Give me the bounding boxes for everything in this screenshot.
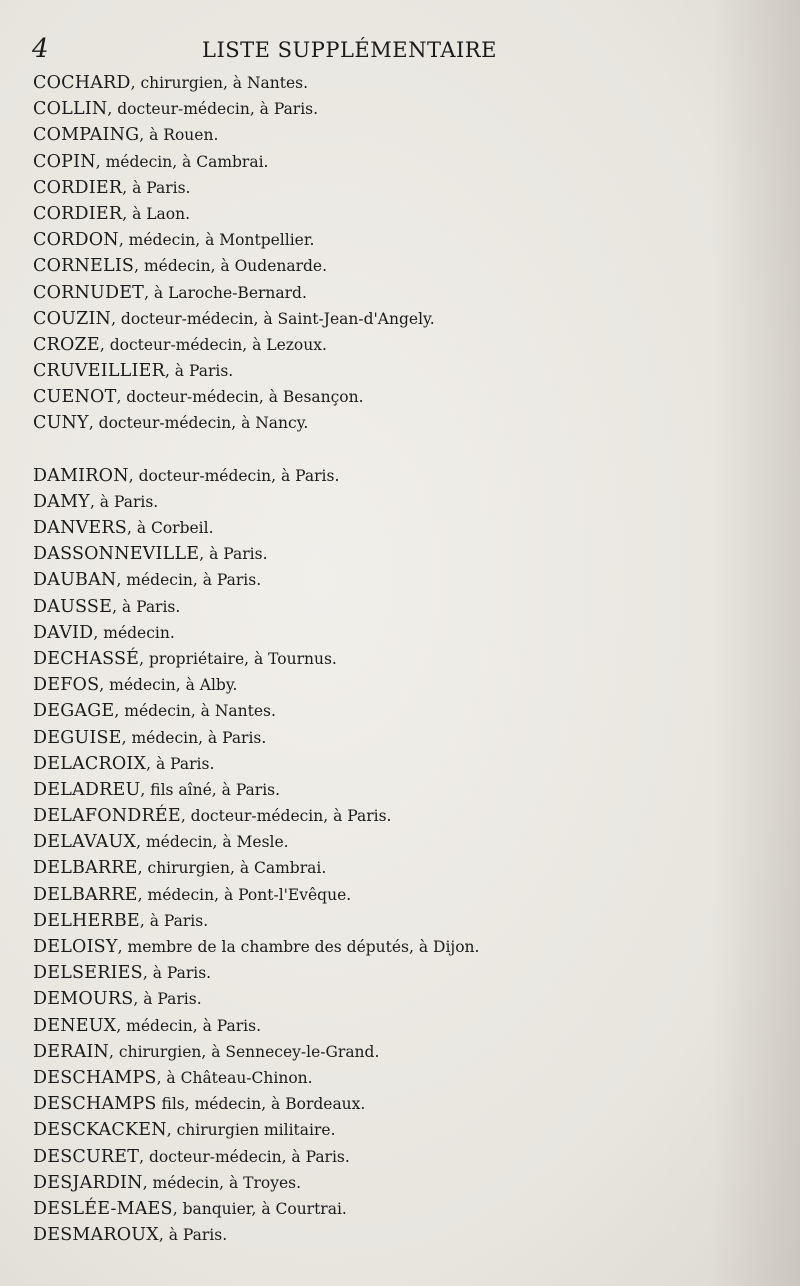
- list-entry: [33, 122, 593, 148]
- entry-name: CORDIER: [33, 203, 123, 224]
- entry-description: , docteur-médecin, à Paris.: [128, 466, 340, 485]
- entry-name: DECHASSÉ: [33, 648, 140, 669]
- list-entry: [33, 594, 593, 620]
- entry-name: DANVERS: [33, 518, 127, 538]
- entry-description: , à Paris.: [164, 362, 234, 381]
- entry-description: , médecin, à Montpellier.: [118, 231, 315, 250]
- page-number: 4: [32, 34, 49, 64]
- list-entry: [33, 934, 593, 960]
- entry-description: , chirurgien militaire.: [166, 1121, 336, 1140]
- entry-name: DESJARDIN: [33, 1172, 143, 1193]
- subscriber-list: [33, 70, 593, 1248]
- list-entry: [33, 725, 593, 751]
- list-entry: [33, 515, 593, 541]
- list-entry: [33, 986, 593, 1012]
- entry-name: CUENOT: [33, 387, 117, 408]
- list-entry: [33, 1039, 593, 1065]
- list-entry: [33, 201, 593, 227]
- entry-name: COUZIN: [33, 308, 112, 329]
- entry-name: DELAFONDRÉE: [33, 806, 181, 827]
- entry-name: DESLÉE-MAES: [33, 1198, 173, 1219]
- entry-name: CORNUDET: [33, 282, 145, 303]
- entry-description: , médecin, à Oudenarde.: [134, 257, 328, 276]
- entry-name: DESCHAMPS: [33, 1067, 157, 1088]
- entry-description: , chirurgien, à Sennecey-le-Grand.: [109, 1042, 380, 1061]
- list-entry: [33, 882, 593, 908]
- entry-name: DASSONNEVILLE: [33, 544, 200, 565]
- list-entry: [33, 698, 593, 724]
- list-entry: [33, 1091, 593, 1117]
- entry-name: DELBARRE: [33, 858, 138, 879]
- entry-description: , docteur-médecin, à Lezoux.: [99, 335, 327, 354]
- entry-name: DELAVAUX: [33, 832, 137, 853]
- list-entry: [33, 1065, 593, 1091]
- list-entry: [33, 175, 593, 201]
- entry-name: CORNELIS: [33, 256, 135, 277]
- list-entry: [33, 646, 593, 672]
- list-entry: [33, 541, 593, 567]
- entry-name: DELADREU: [33, 779, 141, 800]
- entry-name: DAMY: [33, 491, 90, 512]
- entry-name: DAVID: [33, 622, 94, 643]
- entry-name: DEGAGE: [33, 701, 115, 722]
- page-header: [30, 34, 550, 68]
- entry-name: DELSERIES: [33, 963, 143, 984]
- list-entry: [33, 1222, 593, 1248]
- entry-description: , médecin, à Paris.: [116, 571, 262, 590]
- list-entry: [33, 384, 593, 410]
- entry-name: DELACROIX: [33, 753, 147, 774]
- section-gap: [33, 437, 593, 463]
- list-entry: [33, 149, 593, 175]
- entry-name: DESCKACKEN: [33, 1120, 167, 1141]
- list-entry: [33, 803, 593, 829]
- entry-name: DEGUISE: [33, 727, 122, 748]
- list-entry: [33, 829, 593, 855]
- entry-name: DESMAROUX: [33, 1225, 159, 1246]
- entry-name: CROZE: [33, 334, 100, 355]
- entry-description: , médecin, à Nantes.: [114, 702, 276, 721]
- entry-description: , médecin, à Troyes.: [142, 1173, 302, 1192]
- entry-name: DELBARRE: [33, 884, 138, 905]
- list-entry: [33, 751, 593, 777]
- entry-name: CUNY: [33, 413, 89, 434]
- section-c: [33, 70, 593, 437]
- list-entry: [33, 855, 593, 881]
- entry-name: COLLIN: [33, 99, 108, 120]
- entry-description: , à Paris.: [142, 964, 212, 983]
- entry-description: , chirurgien, à Cambrai.: [137, 859, 327, 878]
- entry-description: , docteur-médecin, à Paris.: [180, 807, 392, 826]
- list-entry: [33, 489, 593, 515]
- entry-description: , médecin, à Mesle.: [136, 833, 289, 852]
- list-entry: [33, 672, 593, 698]
- entry-description: , membre de la chambre des députés, à Dijon.: [117, 938, 480, 956]
- entry-description: , à Laroche-Bernard.: [144, 283, 307, 302]
- section-d: [33, 463, 593, 1249]
- entry-description: , fils aîné, à Paris.: [140, 780, 281, 799]
- entry-description: , à Château-Chinon.: [156, 1068, 313, 1087]
- entry-name: DEMOURS: [33, 989, 134, 1010]
- list-entry: [33, 227, 593, 253]
- entry-description: , à Laon.: [122, 204, 191, 223]
- entry-name: DELHERBE: [33, 910, 140, 931]
- list-entry: [33, 567, 593, 593]
- list-entry: [33, 960, 593, 986]
- list-entry: [33, 777, 593, 803]
- list-entry: [33, 1013, 593, 1039]
- list-entry: [33, 96, 593, 122]
- entry-description: , à Corbeil.: [126, 519, 214, 537]
- entry-name: DERAIN: [33, 1041, 110, 1062]
- entry-description: , médecin, à Alby.: [99, 676, 238, 695]
- entry-description: , médecin, à Cambrai.: [95, 152, 269, 171]
- list-entry: [33, 1117, 593, 1143]
- entry-name: DAUBAN: [33, 570, 117, 591]
- entry-description: , médecin, à Pont-l'Evêque.: [137, 885, 352, 904]
- entry-name: DESCURET: [33, 1146, 140, 1167]
- list-entry: [33, 358, 593, 384]
- entry-name: CORDIER: [33, 177, 123, 198]
- list-entry: [33, 253, 593, 279]
- list-entry: [33, 1196, 593, 1222]
- entry-description: , docteur-médecin, à Saint-Jean-d'Angely.: [111, 309, 435, 328]
- entry-name: COCHARD: [33, 73, 131, 93]
- entry-description: , médecin, à Paris.: [121, 728, 267, 747]
- entry-name: DELOISY: [33, 937, 118, 957]
- entry-name: DEFOS: [33, 675, 100, 696]
- entry-description: , propriétaire, à Tournus.: [139, 649, 337, 668]
- entry-description: , à Paris.: [146, 754, 215, 773]
- entry-description: , docteur-médecin, à Paris.: [139, 1147, 350, 1166]
- entry-description: , docteur-médecin, à Besançon.: [116, 388, 364, 407]
- list-entry: [33, 70, 593, 96]
- list-entry: [33, 410, 593, 436]
- entry-description: , à Paris.: [139, 911, 209, 930]
- list-entry: [33, 280, 593, 306]
- list-entry: [33, 1144, 593, 1170]
- running-title: LISTE SUPPLÉMENTAIRE: [202, 38, 497, 62]
- entry-description: , banquier, à Courtrai.: [172, 1199, 347, 1218]
- list-entry: [33, 1170, 593, 1196]
- entry-name: CORDON: [33, 230, 119, 251]
- entry-description: , à Paris.: [89, 492, 159, 511]
- list-entry: [33, 908, 593, 934]
- entry-name: DESCHAMPS: [33, 1094, 157, 1115]
- list-entry: [33, 620, 593, 646]
- list-entry: [33, 306, 593, 332]
- entry-description: , à Paris.: [199, 545, 268, 564]
- entry-name: DAMIRON: [33, 465, 129, 486]
- entry-description: , à Paris.: [112, 597, 181, 616]
- entry-description: , à Paris.: [122, 178, 191, 197]
- entry-name: CRUVEILLIER: [33, 361, 165, 382]
- entry-description: , docteur-médecin, à Paris.: [107, 100, 319, 119]
- entry-description: , à Rouen.: [139, 126, 219, 145]
- entry-description: , médecin, à Paris.: [116, 1016, 261, 1035]
- entry-name: DENEUX: [33, 1015, 117, 1036]
- list-entry: [33, 463, 593, 489]
- entry-description: fils, médecin, à Bordeaux.: [156, 1095, 366, 1114]
- list-entry: [33, 332, 593, 358]
- entry-description: , médecin.: [93, 623, 175, 642]
- entry-description: , chirurgien, à Nantes.: [130, 74, 309, 92]
- show-through-shadow: [710, 0, 800, 1286]
- entry-name: DAUSSE: [33, 596, 113, 617]
- entry-name: COMPAING: [33, 125, 140, 146]
- entry-name: COPIN: [33, 151, 96, 172]
- entry-description: , à Paris.: [133, 990, 202, 1009]
- entry-description: , docteur-médecin, à Nancy.: [88, 414, 309, 433]
- entry-description: , à Paris.: [158, 1226, 228, 1245]
